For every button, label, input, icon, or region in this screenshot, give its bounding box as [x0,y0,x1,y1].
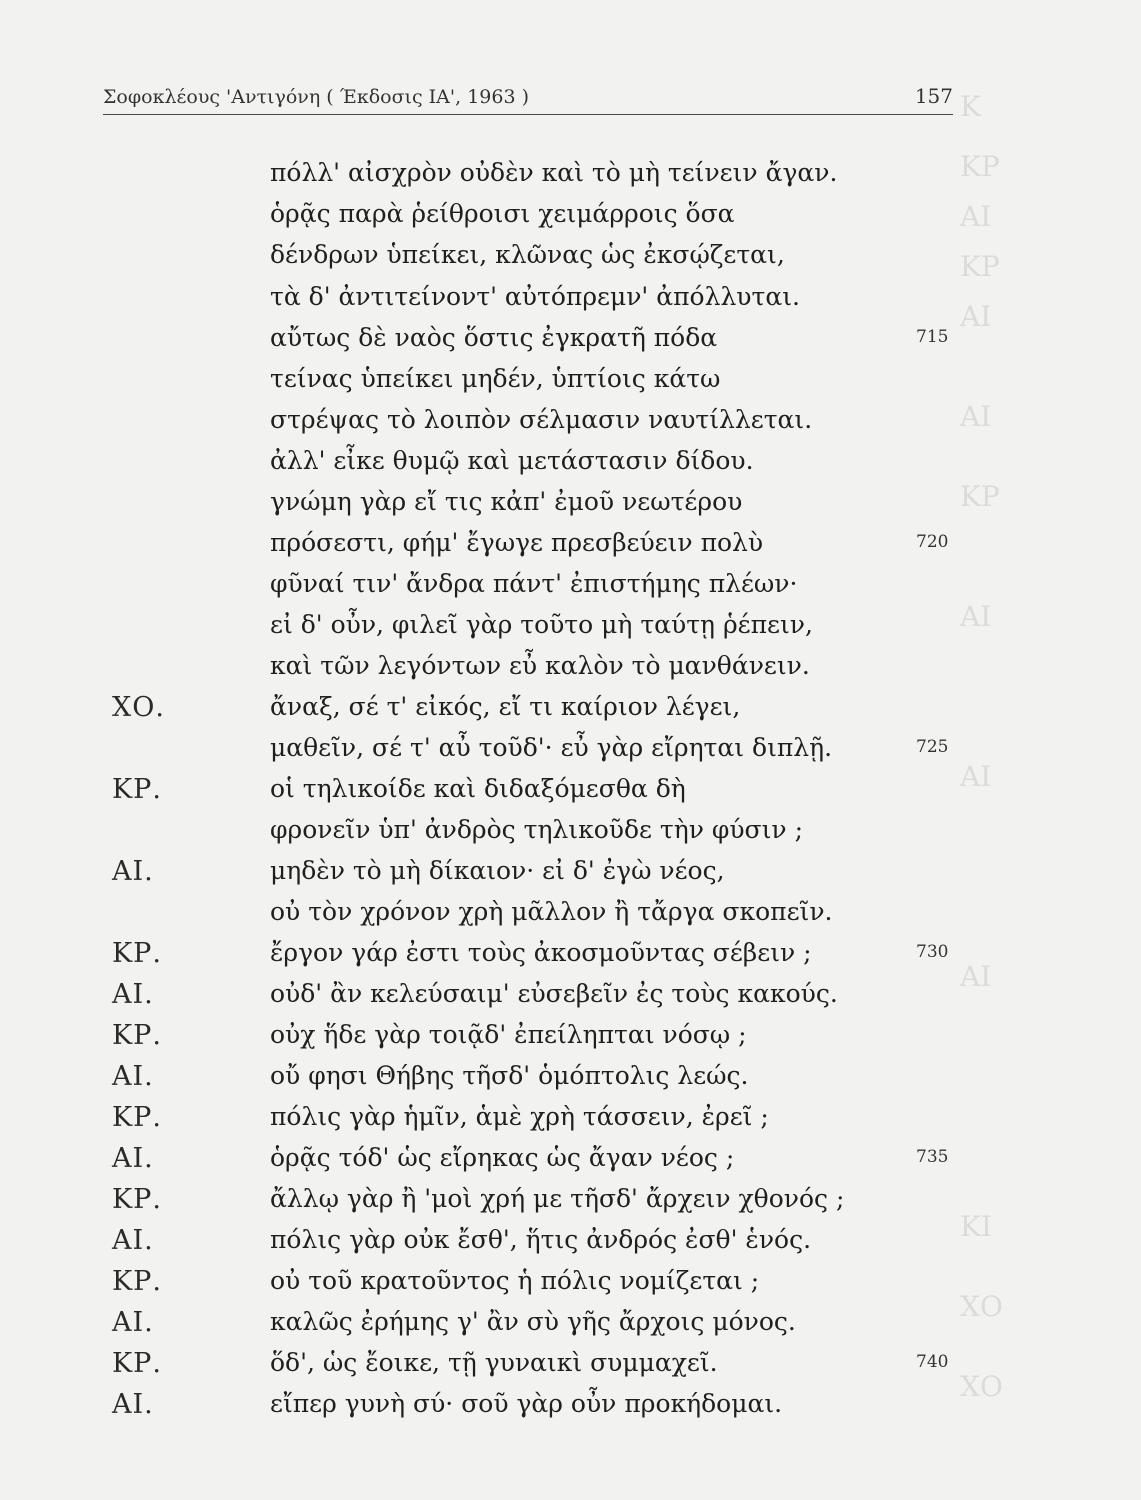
verse-text-line: οὐχ ἥδε γὰρ τοιᾷδ' ἐπείληπται νόσῳ ; [270,1020,747,1049]
verse-line [0,1102,1141,1142]
verse-line [0,1143,1141,1183]
verse-text-line: πόλλ' αἰσχρὸν οὐδὲν καὶ τὸ μὴ τείνειν ἄγαν. [270,158,838,187]
line-number: 725 [916,737,949,757]
verse-line [0,405,1141,445]
speaker-label: ΚΡ. [112,1184,162,1215]
verse-text-line: πρόσεστι, φήμ' ἔγωγε πρεσβεύειν πολὺ [270,528,764,557]
speaker-label: ΑΙ. [112,979,154,1010]
verse-line [0,158,1141,198]
verse-text-line: αὔτως δὲ ναὸς ὅστις ἐγκρατῆ πόδα [270,323,718,352]
ghost-mark: ΑΙ [960,960,992,993]
speaker-label: ΚΡ. [112,774,162,805]
line-number: 730 [916,942,949,962]
verse-text-line: ὁρᾷς παρὰ ῥείθροισι χειμάρροις ὅσα [270,199,735,228]
verse-text-line: γνώμη γὰρ εἴ τις κἀπ' ἐμοῦ νεωτέρου [270,487,743,516]
speaker-label: ΑΙ. [112,1307,154,1338]
verse-line [0,815,1141,855]
ghost-mark: Κ [960,90,981,123]
verse-line [0,323,1141,363]
verse-text-line: οὐ τὸν χρόνον χρὴ μᾶλλον ἢ τἄργα σκοπεῖν. [270,897,833,926]
verse-text-line: καλῶς ἐρήμης γ' ἂν σὺ γῆς ἄρχοις μόνος. [270,1307,796,1336]
verse-line [0,199,1141,239]
verse-line [0,364,1141,404]
verse-text-line: τείνας ὑπείκει μηδέν, ὑπτίοις κάτω [270,364,721,393]
verse-line [0,610,1141,650]
line-number: 720 [916,532,949,552]
page-number: 157 [914,84,953,108]
verse-text-line: ἄλλῳ γὰρ ἢ 'μοὶ χρή με τῆσδ' ἄρχειν χθονός ; [270,1184,845,1213]
verse-line [0,487,1141,527]
verse-text-line: εἰ δ' οὖν, φιλεῖ γὰρ τοῦτο μὴ ταύτῃ ῥέπειν, [270,610,813,639]
ghost-mark: ΑΙ [960,200,992,233]
line-number: 715 [916,327,949,347]
speaker-label: ΑΙ. [112,1143,154,1174]
verse-line [0,1061,1141,1101]
verse-text-line: οὐ τοῦ κρατοῦντος ἡ πόλις νομίζεται ; [270,1266,760,1295]
verse-line [0,692,1141,732]
verse-line [0,569,1141,609]
verse-line [0,774,1141,814]
verse-line [0,1225,1141,1265]
verse-line [0,938,1141,978]
ghost-mark: ΚΙ [960,1210,992,1243]
verse-text-line: εἴπερ γυνὴ σύ· σοῦ γὰρ οὖν προκήδομαι. [270,1389,783,1418]
ghost-mark: ΧΟ [960,1290,1003,1323]
verse-text-line: οὐδ' ἂν κελεύσαιμ' εὐσεβεῖν ἐς τοὺς κακούς. [270,979,838,1008]
running-title: Σοφοκλέους 'Αντιγόνη ( Έκδοσις ΙΑ', 1963 ) [103,86,530,108]
ghost-mark: ΑΙ [960,400,992,433]
ghost-mark: ΧΟ [960,1370,1003,1403]
verse-line [0,651,1141,691]
verse-line [0,528,1141,568]
verse-text-line: μηδὲν τὸ μὴ δίκαιον· εἰ δ' ἐγὼ νέος, [270,856,725,885]
verse-text-line: ἄναξ, σέ τ' εἰκός, εἴ τι καίριον λέγει, [270,692,741,721]
verse-text-line: φρονεῖν ὑπ' ἀνδρὸς τηλικοῦδε τὴν φύσιν ; [270,815,803,844]
verse-text-line: πόλις γὰρ οὐκ ἔσθ', ἥτις ἀνδρός ἐσθ' ἑνός. [270,1225,812,1254]
verse-text-line: φῦναί τιν' ἄνδρα πάντ' ἐπιστήμης πλέων· [270,569,798,598]
verse-text-line: μαθεῖν, σέ τ' αὖ τοῦδ'· εὖ γὰρ εἴρηται διπλῇ. [270,733,833,762]
speaker-label: ΚΡ. [112,1266,162,1297]
verse-line [0,282,1141,322]
verse-text-line: οἱ τηλικοίδε καὶ διδαξόμεσθα δὴ [270,774,686,803]
speaker-label: ΧΟ. [112,692,165,723]
speaker-label: ΑΙ. [112,1061,154,1092]
speaker-label: ΚΡ. [112,1348,162,1379]
verse-text-line: ἔργον γάρ ἐστι τοὺς ἀκοσμοῦντας σέβειν ; [270,938,812,967]
verse-text-line: στρέψας τὸ λοιπὸν σέλμασιν ναυτίλλεται. [270,405,813,434]
ghost-mark: ΚΡ [960,150,1000,183]
verse-text-line: ἀλλ' εἶκε θυμῷ καὶ μετάστασιν δίδου. [270,446,754,475]
line-number: 735 [916,1147,949,1167]
ghost-mark: ΑΙ [960,760,992,793]
verse-line [0,446,1141,486]
verse-line [0,979,1141,1019]
verse-text-line: τὰ δ' ἀντιτείνοντ' αὐτόπρεμν' ἀπόλλυται. [270,282,800,311]
verse-line [0,733,1141,773]
verse-text-line: δένδρων ὑπείκει, κλῶνας ὡς ἐκσῴζεται, [270,240,785,269]
verse-line [0,1307,1141,1347]
speaker-label: ΚΡ. [112,1020,162,1051]
verse-line [0,240,1141,280]
verse-line [0,1020,1141,1060]
ghost-mark: ΑΙ [960,600,992,633]
verse-text-line: ὁρᾷς τόδ' ὡς εἴρηκας ὡς ἄγαν νέος ; [270,1143,735,1172]
speaker-label: ΚΡ. [112,938,162,969]
verse-line [0,1184,1141,1224]
line-number: 740 [916,1352,949,1372]
speaker-label: ΑΙ. [112,1225,154,1256]
speaker-label: ΑΙ. [112,1389,154,1420]
verse-text-line: οὔ φησι Θήβης τῆσδ' ὁμόπτολις λεώς. [270,1061,749,1090]
verse-text-line: καὶ τῶν λεγόντων εὖ καλὸν τὸ μανθάνειν. [270,651,810,680]
speaker-label: ΚΡ. [112,1102,162,1133]
speaker-label: ΑΙ. [112,856,154,887]
verse-line [0,897,1141,937]
verse-text-line: ὅδ', ὡς ἔοικε, τῇ γυναικὶ συμμαχεῖ. [270,1348,718,1377]
verse-line [0,856,1141,896]
ghost-mark: ΚΡ [960,480,1000,513]
ghost-mark: ΑΙ [960,300,992,333]
verse-line [0,1389,1141,1429]
ghost-mark: ΚΡ [960,250,1000,283]
verse-line [0,1266,1141,1306]
verse-text-line: πόλις γὰρ ἡμῖν, ἁμὲ χρὴ τάσσειν, ἐρεῖ ; [270,1102,769,1131]
verse-line [0,1348,1141,1388]
